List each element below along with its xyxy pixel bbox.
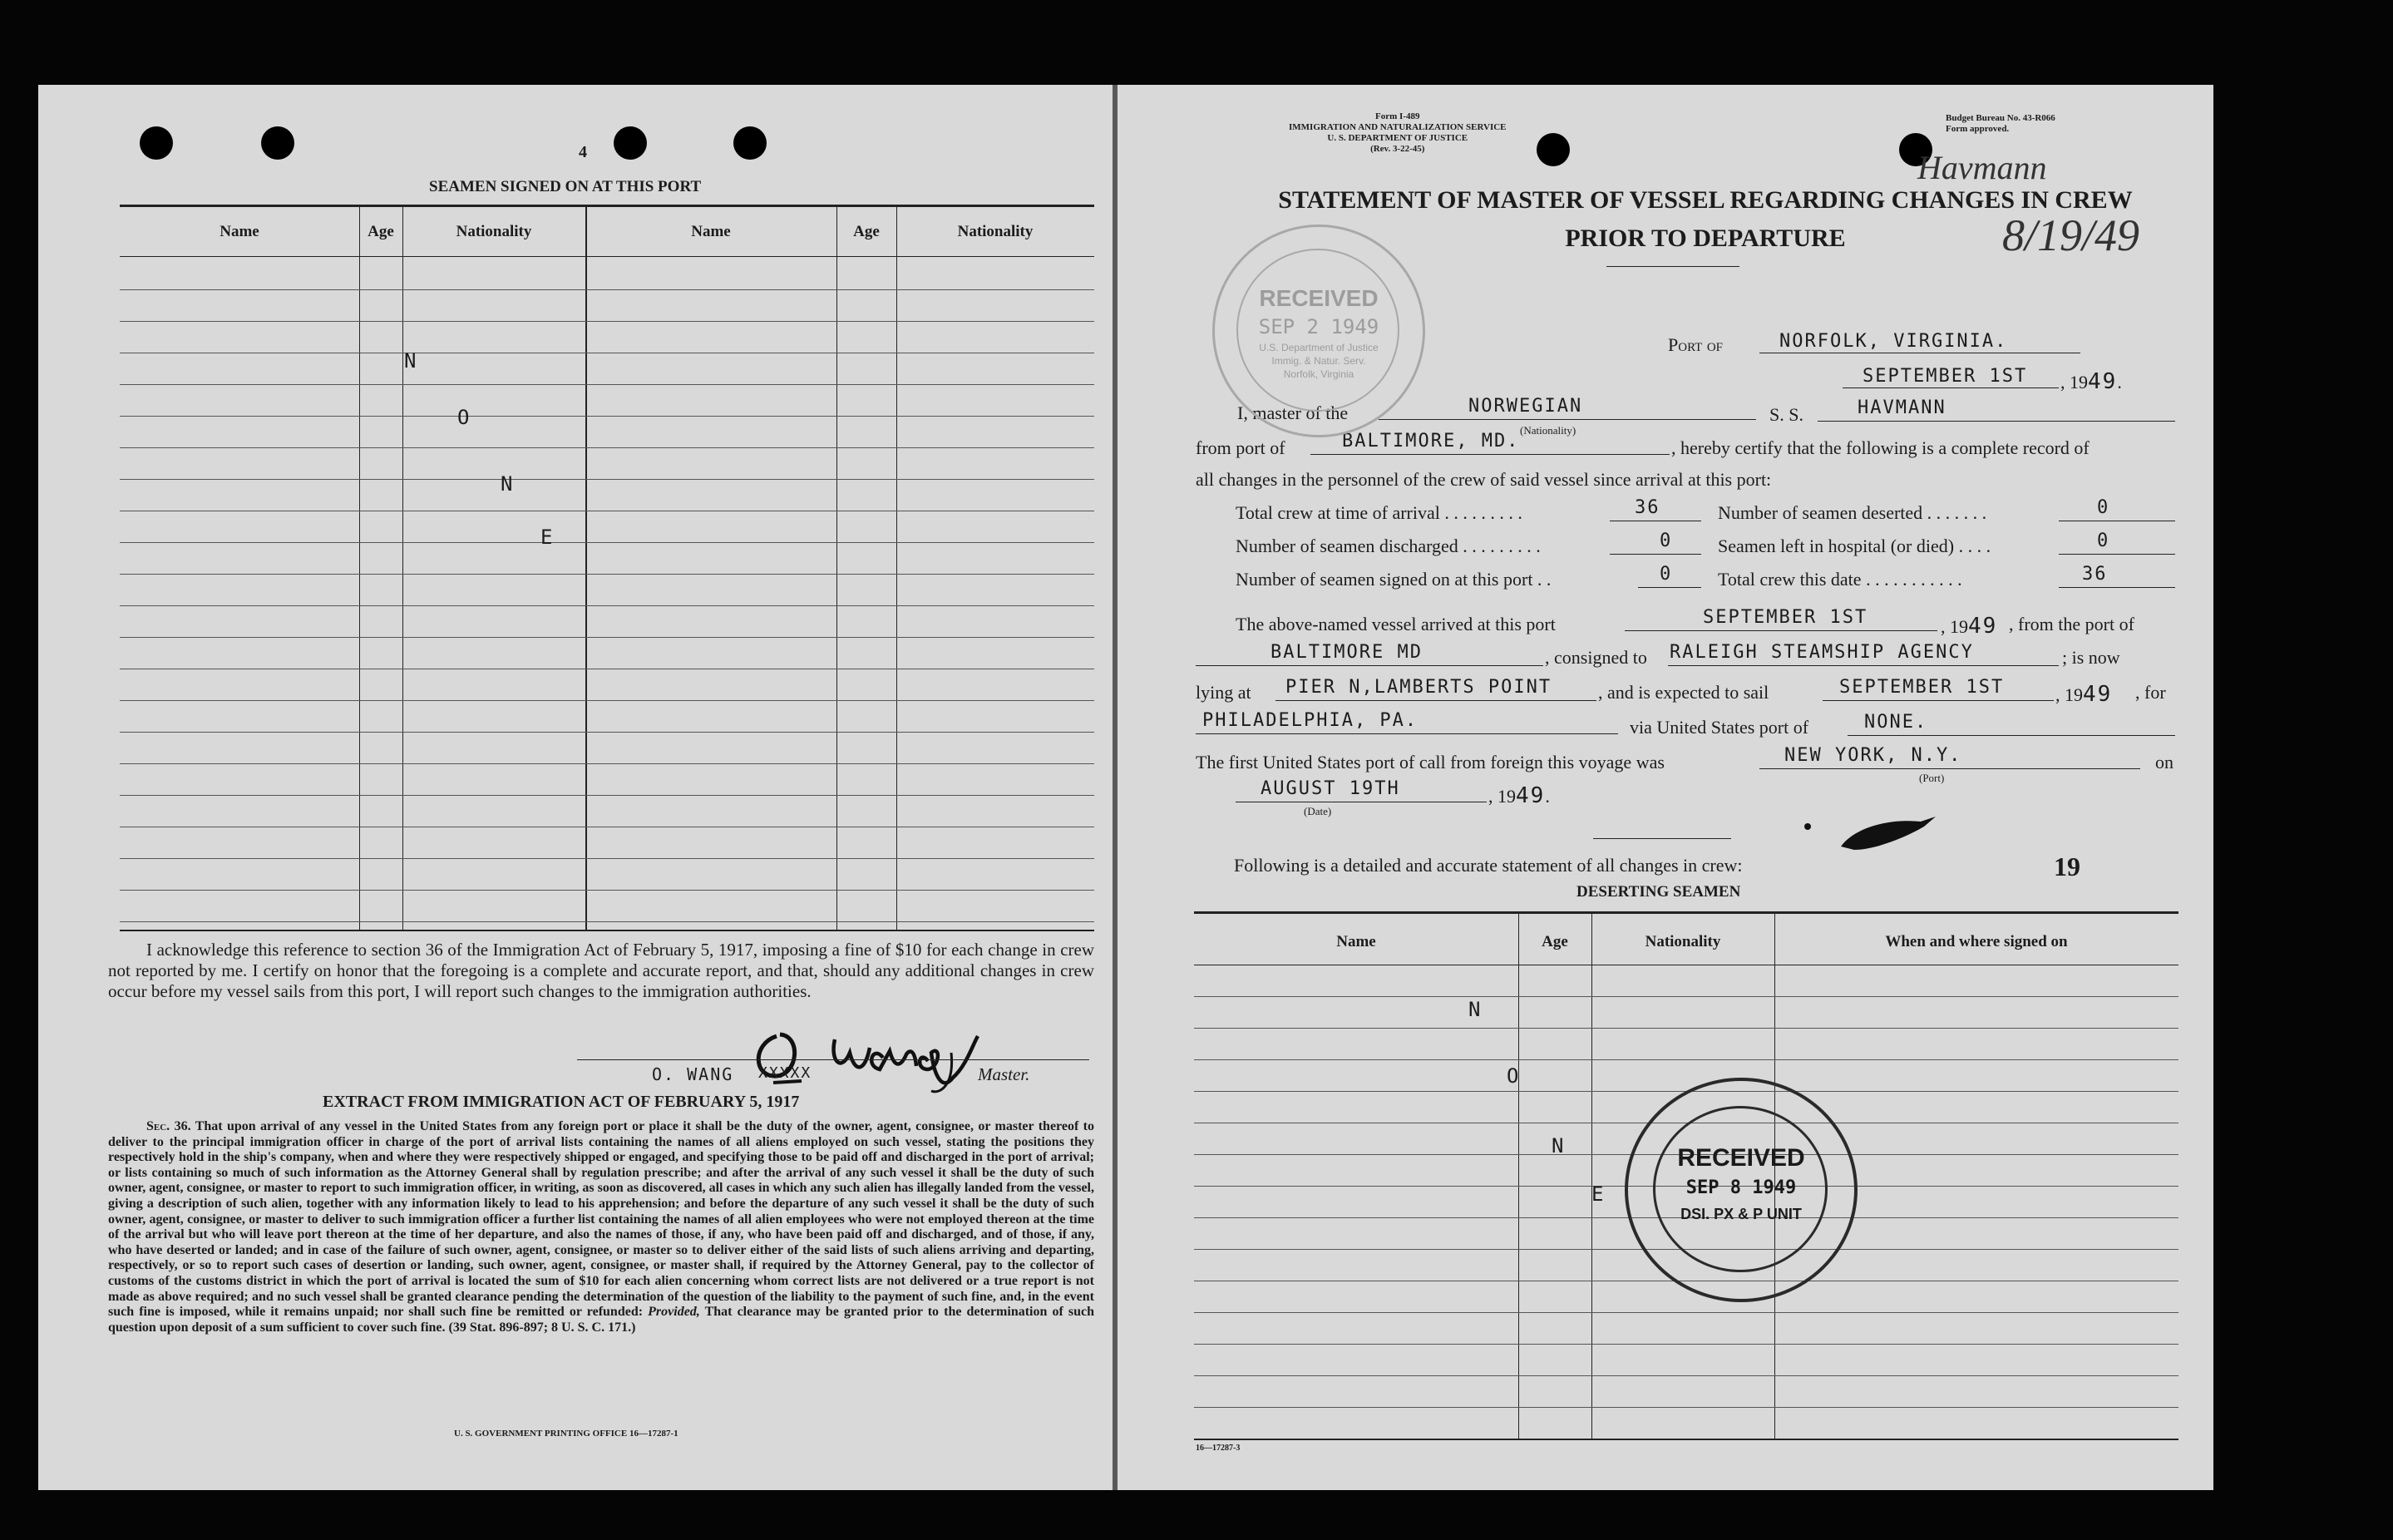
stat-line — [1610, 554, 1701, 555]
agency-line: U. S. DEPARTMENT OF JUSTICE — [1327, 133, 1468, 143]
stat-label: Total crew at time of arrival . . . . . . . . . — [1236, 502, 1522, 523]
stamp-text: RECEIVED — [1677, 1144, 1805, 1172]
stamp-date: SEP 2 1949 — [1258, 315, 1379, 338]
date-caption: (Date) — [1304, 805, 1332, 817]
table-row — [120, 921, 1094, 922]
stat-label: Number of seamen signed on at this port . . — [1236, 569, 1552, 590]
table-row — [120, 890, 1094, 891]
arrived-date-line — [1625, 630, 1937, 631]
arrived-from: BALTIMORE MD — [1271, 642, 1423, 663]
handwritten-date: 8/19/49 — [2002, 210, 2140, 260]
table-row — [1194, 1312, 2178, 1313]
port-caption: (Port) — [1919, 772, 1945, 784]
page-number: 4 — [579, 143, 587, 161]
master-name: O. WANG — [652, 1064, 734, 1084]
col-divider — [1591, 913, 1592, 1439]
master-label: Master. — [978, 1064, 1030, 1084]
certify-text-2: all changes in the personnel of the crew of said vessel since arrival at this port: — [1196, 469, 1772, 490]
arrived-from-line — [1196, 665, 1543, 666]
via-label: via United States port of — [1630, 717, 1809, 738]
table-row — [1194, 1059, 2178, 1060]
stat-value: 0 — [1660, 531, 1673, 551]
table-row — [120, 321, 1094, 322]
table-row — [1194, 1375, 2178, 1376]
stat-value: 36 — [2082, 564, 2108, 585]
port-of-label: Port of — [1668, 334, 1724, 355]
col-header: When and where signed on — [1885, 933, 2068, 950]
stat-label: Number of seamen deserted . . . . . . . — [1718, 502, 1987, 523]
col-header: Name — [220, 223, 259, 240]
col-header: Nationality — [957, 223, 1034, 240]
deserting-top-rule — [1194, 911, 2178, 914]
section-title: SEAMEN SIGNED ON AT THIS PORT — [429, 178, 702, 195]
extract-title: EXTRACT FROM IMMIGRATION ACT OF FEBRUARY 5, 1917 — [323, 1093, 800, 1111]
year-field: , 1949. — [2060, 369, 2122, 394]
agency-line: IMMIGRATION AND NATURALIZATION SERVICE — [1289, 122, 1507, 132]
section-36-text: Sec. 36. That upon arrival of any vessel in the United States from any foreign port or place it shall be the duty of the owner, agent, consignee, or master thereof to deliver to the principal immigration officer in charge of the port of arrival lists containing the names of all aliens employed on such vessel, stating the positions they respectively hold in the ship's company, when and where they were respectively shipped or engaged, and specifying those to be paid off and discharged in the port of arrival; or lists containing so much of such information as the Attorney General shall by regulation prescribe; and after the arrival of any such vessel it shall be the duty of such owner, agent, consignee, or master to report to such immigration officer, in writing, as soon as discovered, all cases in which any such alien has illegally landed from the vessel, giving a description of such alien, together with any information likely to lead to his apprehension; and before the departure of any such vessel it shall be the duty of such owner, agent, consignee, or master to deliver to such immigration officer a further list containing the names of all alien employees who were not employed thereon at the time of the arrival but who will leave port thereon at the time of her departure, and also the names of those, if any, who have been paid off and discharged, and of those, if any, who have deserted or landed; and in case of the failure of such owner, agent, consignee, or master so to deliver either of the said lists of such aliens arriving and departing, respectively, or so to report such cases of desertion or landing, such owner, agent, consignee, or master shall, if required by the Attorney General, pay to the collector of customs of the customs district in which the port of arrival is located the sum of $10 for each alien concerning whom correct lists are not delivered or a true report is not made as above required; and no such vessel shall be granted clearance pending the determination of the question of the liability to the payment of such fine, and, in the event such fine is imposed, while it remains unpaid; nor shall such fine be remitted or refunded: Provided, That clearance may be granted prior to the determination of such question upon deposit of a sum sufficient to cover such fine. (39 Stat. 896-897; 8 U. S. C. 171.) — [108, 1119, 1095, 1335]
punch-hole — [614, 126, 647, 160]
destination: PHILADELPHIA, PA. — [1202, 710, 1419, 731]
following-label: Following is a detailed and accurate statement of all changes in crew: — [1234, 855, 1743, 876]
stat-label: Seamen left in hospital (or died) . . . . — [1718, 536, 1991, 556]
via-port: NONE. — [1864, 712, 1928, 733]
form-header-block — [1289, 111, 1507, 155]
table-row — [120, 763, 1094, 764]
col-divider — [585, 206, 587, 930]
title-line: STATEMENT OF MASTER OF VESSEL REGARDING CHANGES IN CREW — [1278, 186, 2133, 214]
stat-line — [1638, 587, 1701, 588]
stat-value: 36 — [1635, 497, 1660, 518]
stat-value: 0 — [1660, 564, 1673, 585]
col-divider — [1518, 913, 1519, 1439]
deserting-bottom-rule — [1194, 1439, 2178, 1440]
page-fold — [1113, 85, 1118, 1490]
col-header: Age — [1542, 933, 1568, 950]
title-line: PRIOR TO DEPARTURE — [1565, 225, 1846, 252]
printer-line: U. S. GOVERNMENT PRINTING OFFICE 16—17287-1 — [454, 1429, 678, 1439]
first-year: 49 — [1516, 783, 1546, 808]
table-row — [120, 479, 1094, 480]
col-header: Age — [853, 223, 880, 240]
ss-line — [1818, 421, 2175, 422]
first-year-field: , 1949. — [1488, 783, 1550, 808]
table-row — [120, 858, 1094, 859]
table-row — [120, 542, 1094, 543]
short-rule — [1593, 838, 1731, 839]
stat-label: Number of seamen discharged . . . . . . . . . — [1236, 536, 1541, 556]
table-bottom-rule — [120, 930, 1094, 931]
received-stamp-1 — [1212, 225, 1425, 437]
struck-title: XXXXX — [758, 1064, 812, 1082]
table-row — [1194, 1407, 2178, 1408]
first-port: NEW YORK, N.Y. — [1784, 745, 1962, 766]
none-letter: E — [1591, 1182, 1606, 1206]
budget-bureau: Budget Bureau No. 43-R066 — [1946, 113, 2055, 123]
punch-hole — [1537, 133, 1570, 166]
none-letter: N — [404, 349, 418, 373]
punch-hole — [261, 126, 294, 160]
table-row — [1194, 1344, 2178, 1345]
sail-date-line — [1823, 700, 2054, 701]
first-date: AUGUST 19TH — [1261, 778, 1400, 799]
from-port-line — [1310, 454, 1670, 455]
stamp-text: Immig. & Natur. Serv. — [1271, 355, 1366, 367]
year-19-mark: 19 — [2054, 851, 2080, 881]
sail-year-field: , 1949 — [2055, 682, 2113, 707]
table-row — [1194, 1028, 2178, 1029]
arrived-year: 49 — [1968, 614, 1998, 639]
from-port-label: from port of — [1196, 437, 1285, 458]
col-header: Name — [1336, 933, 1376, 950]
arrived-label: The above-named vessel arrived at this port — [1236, 614, 1556, 634]
punch-hole — [733, 126, 767, 160]
certify-text: , hereby certify that the following is a complete record of — [1671, 437, 2090, 458]
form-title — [1261, 181, 2150, 258]
first-port-line — [1759, 768, 2140, 769]
lying-at-line — [1275, 700, 1596, 701]
stat-line — [2059, 554, 2175, 555]
none-letter: N — [1468, 998, 1483, 1021]
stat-line — [2059, 587, 2175, 588]
arrived-date: SEPTEMBER 1ST — [1703, 607, 1868, 628]
none-letter: N — [1552, 1134, 1566, 1157]
for-label: , for — [2135, 682, 2166, 703]
form-approved: Form approved. — [1946, 124, 2010, 134]
master-of-label: I, master of the — [1237, 402, 1349, 423]
arrived-year-field: , 1949 — [1941, 614, 1998, 639]
year-prefix: 19 — [2070, 372, 2088, 392]
col-header: Age — [368, 223, 394, 240]
consignee: RALEIGH STEAMSHIP AGENCY — [1670, 642, 1974, 663]
punch-hole — [140, 126, 173, 160]
deserting-title: DESERTING SEAMEN — [1576, 883, 1741, 901]
date-line — [1843, 387, 2059, 388]
col-divider — [836, 206, 837, 930]
stat-label: Total crew this date . . . . . . . . . . . — [1718, 569, 1962, 590]
consignee-line — [1668, 665, 2059, 666]
table-row — [120, 574, 1094, 575]
date-value: SEPTEMBER 1ST — [1863, 366, 2028, 387]
table-top-rule — [120, 205, 1094, 207]
ink-dot — [1804, 823, 1811, 830]
title-rule — [1606, 266, 1739, 267]
nationality-value: NORWEGIAN — [1468, 396, 1583, 417]
expected-label: , and is expected to sail — [1598, 682, 1769, 703]
form-id: Form I-489 — [1375, 111, 1420, 121]
bottom-code: 16—17287-3 — [1196, 1444, 1241, 1453]
sail-date: SEPTEMBER 1ST — [1839, 677, 2005, 698]
table-row — [120, 795, 1094, 796]
sail-year: 49 — [2083, 682, 2113, 707]
col-header: Nationality — [456, 223, 532, 240]
table-row — [120, 605, 1094, 606]
table-header-rule — [120, 256, 1094, 257]
on-label: on — [2155, 752, 2173, 772]
first-port-label: The first United States port of call from foreign this voyage was — [1196, 752, 1665, 772]
destination-line — [1196, 733, 1618, 734]
table-row — [120, 416, 1094, 417]
revision: (Rev. 3-22-45) — [1370, 144, 1425, 154]
col-header: Nationality — [1645, 933, 1721, 950]
table-row — [120, 637, 1094, 638]
nationality-line — [1379, 419, 1756, 420]
lying-at-label: lying at — [1196, 682, 1251, 703]
from-the-port-label: , from the port of — [2009, 614, 2134, 634]
stamp-text: DSI. PX & P UNIT — [1680, 1206, 1802, 1222]
via-port-line — [1848, 735, 2175, 736]
table-row — [120, 732, 1094, 733]
handwritten-name: Havmann — [1917, 149, 2047, 186]
col-divider — [896, 206, 897, 930]
table-row — [120, 447, 1094, 448]
table-row — [120, 384, 1094, 385]
port-of-value: NORFOLK, VIRGINIA. — [1779, 331, 2008, 352]
col-divider — [359, 206, 360, 930]
document-sheet — [38, 85, 2213, 1490]
acknowledgement: I acknowledge this reference to section 36 of the Immigration Act of February 5, 1917, imposing a fine of $10 for each change in crew not reported by me. I certify on honor that the foregoing is a complete and accurate report, and that, should any additional changes in crew occur before my vessel sails from this port, I will report such changes to the immigration authorities. — [108, 940, 1094, 1001]
stamp-date: SEP 8 1949 — [1685, 1177, 1797, 1198]
budget-block — [1946, 113, 2055, 135]
stamp-text: U.S. Department of Justice — [1259, 342, 1379, 353]
stamp-text: RECEIVED — [1259, 285, 1379, 311]
table-row — [120, 700, 1094, 701]
none-letter: N — [501, 472, 515, 496]
nationality-caption: (Nationality) — [1520, 424, 1576, 437]
stat-value: 0 — [2097, 497, 2110, 518]
is-now-label: ; is now — [2062, 647, 2120, 668]
col-divider — [402, 206, 403, 930]
received-stamp-2 — [1625, 1078, 1858, 1302]
ink-blot — [1838, 813, 1937, 855]
table-row — [120, 289, 1094, 290]
consigned-label: , consigned to — [1545, 647, 1647, 668]
lying-at: PIER N,LAMBERTS POINT — [1285, 677, 1552, 698]
col-header: Name — [691, 223, 731, 240]
none-letter: E — [540, 526, 555, 549]
ss-label: S. S. — [1769, 404, 1803, 425]
stat-value: 0 — [2097, 531, 2110, 551]
none-letter: O — [457, 406, 471, 429]
from-port-value: BALTIMORE, MD. — [1342, 431, 1520, 452]
signature-line — [577, 1059, 1089, 1060]
ss-value: HAVMANN — [1858, 397, 1946, 418]
none-letter: O — [1507, 1064, 1521, 1088]
stamp-text: Norfolk, Virginia — [1283, 368, 1354, 380]
table-row — [1194, 996, 2178, 997]
year-value: 49 — [2088, 369, 2118, 394]
